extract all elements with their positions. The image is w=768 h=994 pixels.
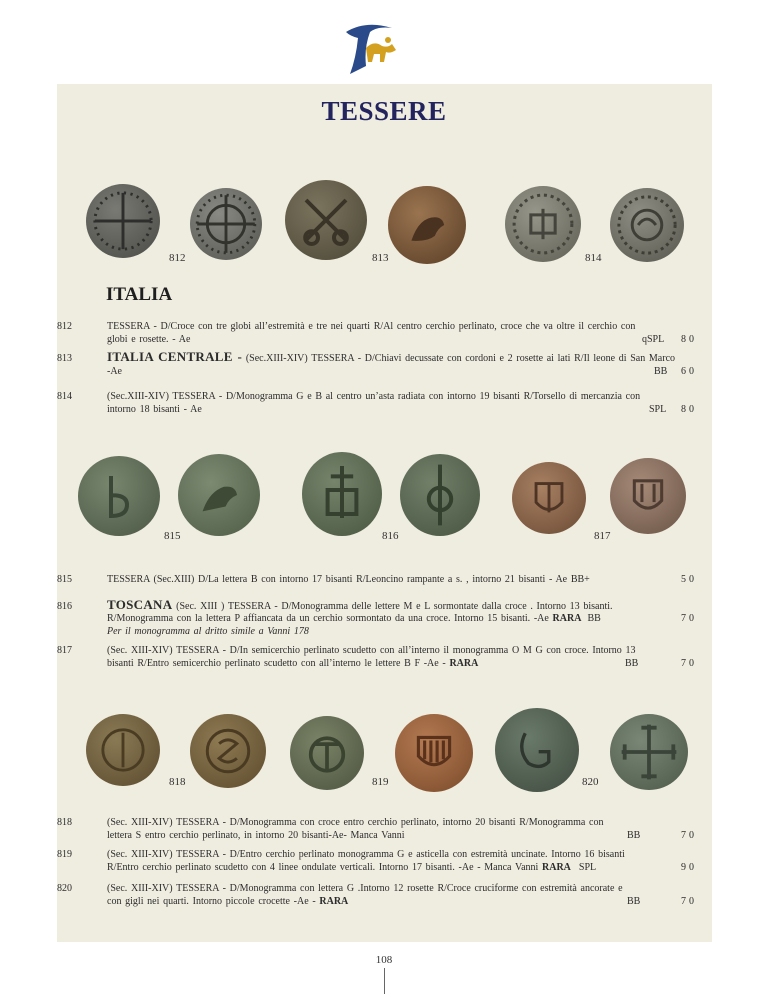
coin-image — [505, 186, 581, 262]
lot-description: R/Monogramma con la lettera P affiancata da un cerchio sormontato da una croce. Intorno 15 bisanti. -Ae — [107, 613, 553, 624]
coin-row-818-820 — [0, 700, 768, 810]
lot-grade: BB — [625, 658, 639, 669]
trim-mark — [384, 968, 385, 994]
coin-image — [610, 458, 686, 534]
coin-image — [395, 714, 473, 792]
lot-description: R/Entro cerchio perlinato scudetto con 4 linee ondulate verticali. Intorno 17 bisanti. -Ae - Manca Vanni — [107, 862, 543, 873]
coin-image — [610, 714, 688, 790]
lot-number: 817 — [57, 645, 72, 656]
lot-entry-820 — [57, 882, 697, 912]
lot-number: 816 — [57, 601, 72, 612]
lot-entry-814 — [57, 390, 697, 420]
lot-number: 813 — [57, 353, 72, 364]
lot-grade: BB — [627, 896, 641, 907]
lot-price: 80 — [681, 334, 697, 345]
tessere-logo-icon — [336, 18, 406, 78]
lot-entry-815 — [57, 573, 697, 589]
coin-image — [86, 714, 160, 786]
coin-row-815-817 — [0, 448, 768, 558]
lot-grade: qSPL — [642, 334, 665, 345]
lot-description: intorno 18 bisanti - Ae — [107, 404, 202, 415]
coin-row-812-814 — [0, 180, 768, 290]
lot-description: (Sec. XIII-XIV) TESSERA - D/Entro cerchio perlinato monogramma G e asticella con estremità uncinate. Intorno 16 bisanti — [107, 849, 625, 860]
coin-label: 819 — [372, 776, 389, 788]
coin-label: 813 — [372, 252, 389, 264]
lot-description: (Sec. XIII-XIV) TESSERA - D/In semicerchio perlinato scudetto con all’interno il monogramma O M G con croce. Intorno 13 — [107, 645, 636, 656]
page-title: TESSERE — [321, 96, 447, 126]
coin-label: 820 — [582, 776, 599, 788]
coin-image — [610, 188, 684, 262]
rarity-tag: RARA — [449, 658, 479, 669]
coin-image — [388, 186, 466, 264]
lot-description: (Sec. XIII-XIV) TESSERA - D/Monogramma con croce entro cerchio perlinato, intorno 20 bisanti R/Monogramma con — [107, 817, 604, 828]
lot-entry-817 — [57, 644, 697, 674]
rarity-tag: RARA — [542, 862, 571, 873]
coin-image — [290, 716, 364, 790]
lot-grade: BB — [654, 366, 668, 377]
lot-grade: SPL — [649, 404, 667, 415]
coin-image — [512, 462, 586, 534]
lot-number: 812 — [57, 321, 72, 332]
lot-price: 70 — [681, 658, 697, 669]
lot-price: 60 — [681, 366, 697, 377]
lot-description: (Sec. XIII ) TESSERA - D/Monogramma delle lettere M e L sormontate dalla croce . Intorno 13 bisanti. — [172, 601, 613, 612]
lot-description: bisanti R/Entro semicerchio perlinato scudetto con all’interno le lettere B F -Ae - — [107, 658, 450, 669]
coin-image — [190, 714, 266, 788]
coin-image — [190, 188, 262, 260]
region-heading: ITALIA CENTRALE - — [107, 349, 243, 364]
lot-description: (Sec.XIII-XIV) TESSERA - D/Monogramma G e B al centro un’asta radiata con intorno 19 bisanti R/Torsello di mercanzia con — [107, 391, 641, 402]
lot-reference: Per il monogramma al dritto simile a Vanni 178 — [107, 626, 309, 637]
lot-description: (Sec.XIII-XIV) TESSERA - D/Chiavi decussate con cordoni e 2 rosette ai lati R/Il leone di San Marco — [242, 353, 676, 364]
coin-label: 814 — [585, 252, 602, 264]
lot-grade: SPL — [578, 862, 597, 873]
lot-entry-819 — [57, 848, 697, 878]
coin-label: 817 — [594, 530, 611, 542]
lot-price: 80 — [681, 404, 697, 415]
coin-image — [78, 456, 160, 536]
lot-price: 50 — [681, 574, 697, 585]
lot-description: (Sec. XIII-XIV) TESSERA - D/Monogramma con lettera G .Intorno 12 rosette R/Croce cruciforme con estremità ancorate e — [107, 883, 623, 894]
coin-label: 815 — [164, 530, 181, 542]
coin-label: 812 — [169, 252, 186, 264]
page-number: 108 — [375, 954, 393, 966]
region-heading: TOSCANA — [107, 597, 173, 612]
coin-label: 818 — [169, 776, 186, 788]
lot-price: 70 — [681, 830, 697, 841]
lot-price: 90 — [681, 862, 697, 873]
lot-description: TESSERA - D/Croce con tre globi all’estremità e tre nei quarti R/Al centro cerchio perlinato, croce che va oltre il cerchio con — [107, 321, 636, 332]
coin-image — [285, 180, 367, 260]
coin-image — [400, 454, 480, 536]
lot-number: 815 — [57, 574, 72, 585]
lot-price: 70 — [681, 896, 697, 907]
lot-entry-813 — [57, 350, 697, 382]
lot-entry-816 — [57, 598, 697, 642]
lot-description: lettera S entro cerchio perlinato, in intorno 20 bisanti-Ae- Manca Vanni — [107, 830, 405, 841]
coin-image — [495, 708, 579, 792]
rarity-tag: RARA — [319, 896, 349, 907]
coin-image — [86, 184, 160, 258]
coin-image — [302, 452, 382, 536]
lot-description: -Ae — [107, 366, 122, 377]
rarity-tag: RARA — [552, 613, 582, 624]
lot-number: 820 — [57, 883, 72, 894]
lot-number: 818 — [57, 817, 72, 828]
lot-description: globi e rosette. - Ae — [107, 334, 191, 345]
coin-image — [178, 454, 260, 536]
lot-price: 70 — [681, 613, 697, 624]
lot-description: TESSERA (Sec.XIII) D/La lettera B con intorno 17 bisanti R/Leoncino rampante a s. , intorno 21 bisanti - Ae BB+ — [107, 574, 590, 585]
lot-description: con gigli nei quarti. Intorno piccole crocette -Ae - — [107, 896, 320, 907]
lot-grade: BB — [587, 613, 601, 624]
lot-entry-812 — [57, 320, 697, 350]
lot-number: 819 — [57, 849, 72, 860]
lot-grade: BB — [627, 830, 641, 841]
coin-label: 816 — [382, 530, 399, 542]
lot-number: 814 — [57, 391, 72, 402]
section-heading: ITALIA — [106, 284, 173, 305]
lot-entry-818 — [57, 816, 697, 846]
